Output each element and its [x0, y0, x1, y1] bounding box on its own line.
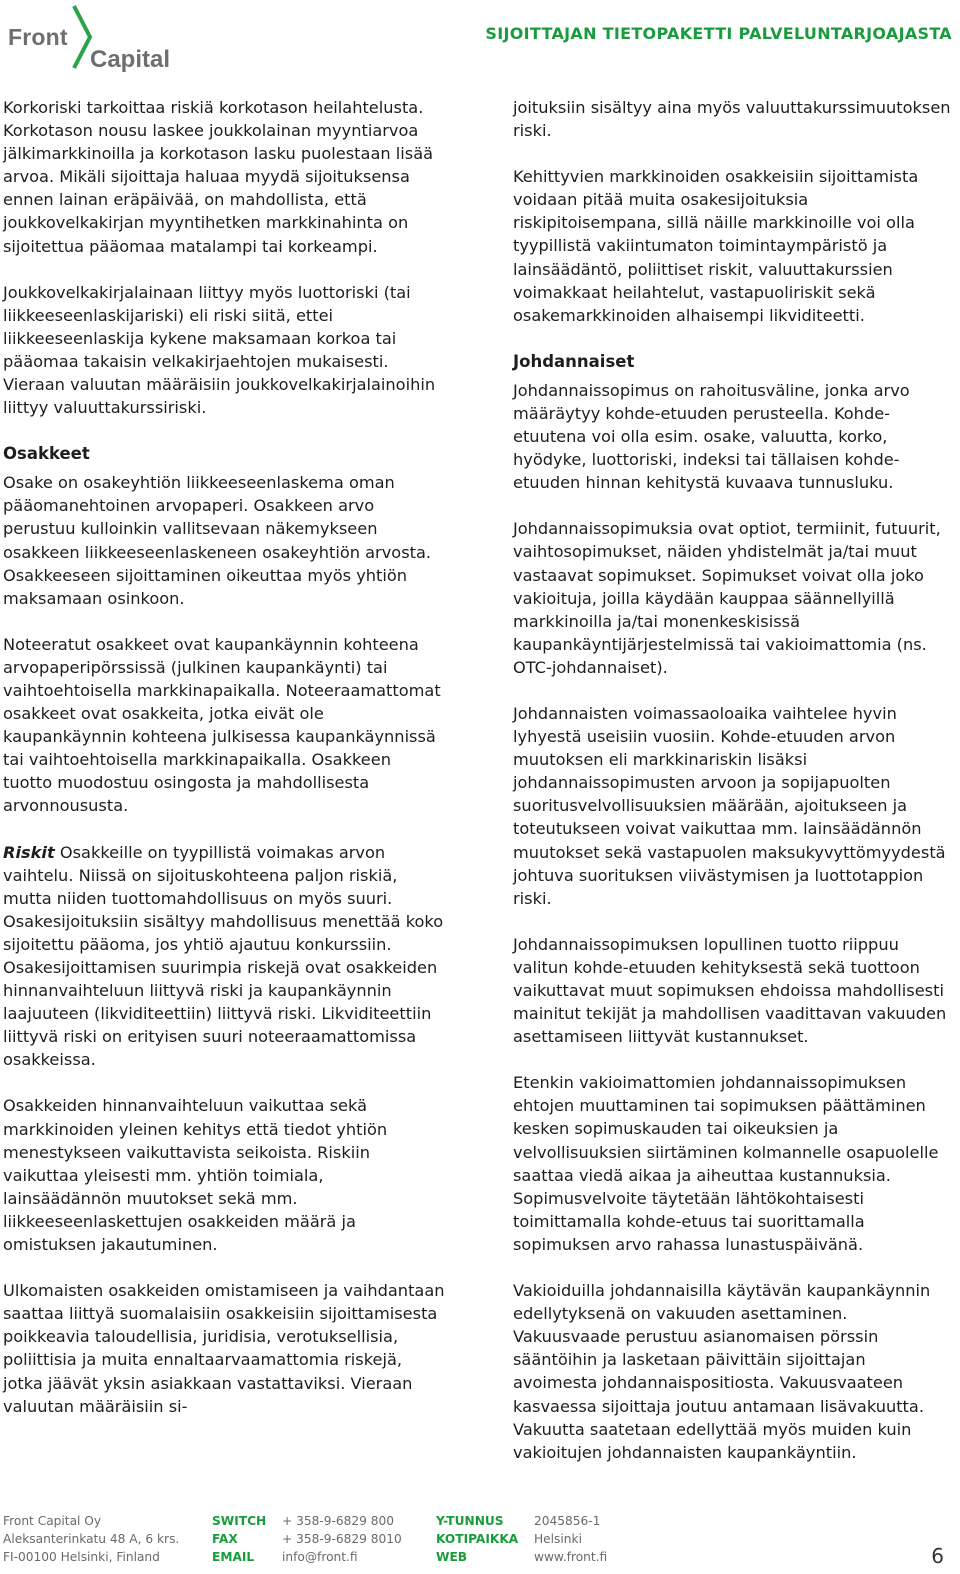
- paragraph-kehittyvat-markkinat: Kehittyvien markkinoiden osakkeisiin sijoittamista voidaan pitää muita osakesijoituksia riskipitoisempana, sillä näille markkinoille voi olla tyypillistä vakiintumaton toimintaympäristö ja lainsäädäntö, poliittiset riskit, valuuttakurssien voimakkaat heilahtelut, vastapuoliriskit sekä osakemarkkinoiden alhaisempi likviditeetti.: [513, 167, 919, 325]
- paragraph-johdannaistyypit: Johdannaissopimuksia ovat optiot, termiinit, futuurit, vaihtosopimukset, näiden yhdistelmät ja/tai muut vastaavat sopimukset. Sopimukset voivat olla joko vakioituja, joilla käydään kauppaa säännellyillä markkinoilla ja/tai monenkeskisissä kaupankäyntijärjestelmissä tai vakioimattomia (ns. OTC-johdannaiset).: [513, 519, 941, 677]
- footer-ytunnus-value: 2045856-1: [534, 1514, 601, 1528]
- footer-kotipaikka-value: Helsinki: [534, 1532, 582, 1546]
- footer-fax-label: FAX: [212, 1532, 238, 1546]
- paragraph-lopullinen-tuotto: Johdannaissopimuksen lopullinen tuotto riippuu valitun kohde-etuuden kehityksestä sekä tuottoon vaikuttavat muut sopimuksen ehdoissa mahdollisesti mainitut tekijät ja mahdollisen vaadittavan vakuuden asettamiseen liittyvät kustannukset.: [513, 934, 947, 1047]
- paragraph-korkoriski: Korkoriski tarkoittaa riskiä korkotason heilahtelusta. Korkotason nousu laskee joukkolainan myyntiarvoa jälkimarkkinoilla ja korkotason lasku puolestaan lisää arvoa. Mikäli sijoittaja haluaa myydä sijoituksensa ennen lainan eräpäivää, on mahdollista, että joukkovelkakirjan myyntihetken markkinahinta on sijoitettua pääomaa matalampi tai korkeampi.: [3, 98, 434, 256]
- footer-ytunnus-label: Y-TUNNUS: [436, 1514, 504, 1528]
- footer-kotipaikka-label: KOTIPAIKKA: [436, 1532, 519, 1546]
- paragraph-johdannaissopimus: Johdannaissopimus on rahoitusväline, jonka arvo määräytyy kohde-etuuden perusteella. Kohde-etuutena voi olla esim. osake, valuutta, korko, hyödyke, luottoriski, indeksi tai tällaisen kohde-etuuden hinnan kehitystä kuvaava tunnusluku.: [513, 380, 910, 493]
- footer-contact-values: [282, 1512, 402, 1566]
- paragraph-voimassaoloaika: Johdannaisten voimassaoloaika vaihtelee hyvin lyhyestä useisiin vuosiin. Kohde-etuuden arvon muutoksen eli markkinariskin lisäksi johdannaissopimusten arvoon ja sopijapuolten suoritusvelvollisuuksien määrään, ajoitukseen ja toteutukseen voivat vaikuttaa mm. lainsäädännön muutokset sekä vastapuolen maksukyvyttömyydestä johtuva suorituksen viivästymisen ja luottotappion riski.: [513, 703, 946, 908]
- logo-word-capital: Capital: [90, 46, 171, 73]
- footer-street: Aleksanterinkatu 48 A, 6 krs.: [3, 1532, 180, 1546]
- paragraph-ulkomaiset: Ulkomaisten osakkeiden omistamiseen ja vaihdantaan saattaa liittyä suomalaisiin osakkeisiin sijoittamisesta poikkeavia taloudellisia, juridisia, verotuksellisia, poliittisia ja muita ennaltaarvaamattomia riskejä, jotka jäävät yksin asiakkaan vastattaviksi. Vieraan valuutan määräisiin si-: [3, 1281, 445, 1416]
- paragraph-valuuttariski: joituksiin sisältyy aina myös valuuttakurssimuutoksen riski.: [513, 98, 951, 141]
- heading-osakkeet: Osakkeet: [3, 444, 90, 464]
- paragraph-vakioimattomat: Etenkin vakioimattomien johdannaissopimuksen ehtojen muuttaminen tai sopimuksen päättäminen kesken sopimuskauden tai oikeuksien ja velvollisuuksien siirtäminen kolmannelle osapuolelle saattaa viedä aikaa ja aiheuttaa kustannuksia. Sopimusvelvoite täytetään lähtökohtaisesti toimittamalla kohde-etuus tai suorittamalla sopimuksen arvo rahassa lunastuspäivänä.: [513, 1073, 939, 1254]
- footer-email-label: EMAIL: [212, 1550, 255, 1564]
- paragraph-luottoriski: Joukkovelkakirjalainaan liittyy myös luottoriski (tai liikkeeseenlaskijariski) eli riski siitä, ettei liikkeeseenlaskija kykene maksamaan korkoa tai pääomaa takaisin velkakirjaehtojen mukaisesti. Vieraan valuutan määräisiin joukkovelkakirjalainoihin liittyy valuuttakurssiriski.: [3, 282, 436, 418]
- footer-switch-value: + 358-9-6829 800: [282, 1514, 395, 1528]
- footer-city: FI-00100 Helsinki, Finland: [3, 1550, 160, 1564]
- page-footer: [0, 1512, 960, 1574]
- right-column: [513, 96, 953, 1487]
- footer-company-labels: [436, 1512, 518, 1566]
- paragraph-hinnanvaihtelu: Osakkeiden hinnanvaihteluun vaikuttaa sekä markkinoiden yleinen kehitys että tiedot yhtiön menestykseen vaikuttavista seikoista. Riskiin vaikuttaa yleisesti mm. yhtiön toimiala, lainsäädännön muutokset sekä mm. liikkeeseenlaskettujen osakkeiden määrä ja omistuksen jakautuminen.: [3, 1096, 388, 1255]
- footer-web-label: WEB: [436, 1550, 468, 1564]
- riskit-text: Osakkeille on tyypillistä voimakas arvon vaihtelu. Niissä on sijoituskohteena paljon riskiä, mutta niiden tuottomahdollisuus on myös suuri. Osakesijoituksiin sisältyy mahdollisuus menettää koko sijoitettu pääoma, jos yhtiö ajautuu konkurssiin. Osakesijoittamisen suurimpia riskejä ovat osakkeiden hinnanvaihteluun liittyvä riski ja kaupankäynnin laajuuteen (likviditeettiin) liittyvä riski. Likviditeettiin liittyvä riski on erityisen suuri noteeraamattomissa osakkeissa.: [3, 842, 444, 1070]
- riskit-label: Riskit: [3, 842, 55, 862]
- footer-contact-labels: [212, 1512, 266, 1566]
- page-number: 6: [931, 1544, 944, 1568]
- footer-email-link[interactable]: info@front.fi: [282, 1550, 358, 1564]
- document-header-title: SIJOITTAJAN TIETOPAKETTI PALVELUNTARJOAJASTA: [485, 24, 952, 43]
- paragraph-riskit: [3, 841, 445, 1072]
- footer-switch-label: SWITCH: [212, 1514, 267, 1528]
- footer-fax-value: + 358-9-6829 8010: [282, 1532, 402, 1546]
- paragraph-osake-definition: Osake on osakeyhtiön liikkeeseenlaskema oman pääomanehtoinen arvopaperi. Osakkeen arvo perustuu kulloinkin vallitsevaan näkemykseen osakkeen liikkeeseenlaskeneen osakeyhtiön arvosta. Osakkeeseen sijoittaminen oikeuttaa myös yhtiön maksamaan osinkoon.: [3, 473, 432, 608]
- heading-johdannaiset: Johdannaiset: [513, 351, 635, 371]
- logo-word-front: Front: [8, 24, 68, 50]
- paragraph-noteeratut: Noteeratut osakkeet ovat kaupankäynnin kohteena arvopaperipörssissä (julkinen kaupankäynti) tai vaihtoehtoisella markkinapaikalla. Noteeraamattomat osakkeet ovat osakkeita, jotka eivät ole kaupankäynnin kohteena julkisessa kaupankäynnissä tai vaihtoehtoisella markkinapaikalla. Osakkeen tuotto muodostuu osingosta ja mahdollisesta arvonnoususta.: [3, 634, 441, 816]
- front-capital-logo: [8, 4, 178, 74]
- footer-web-link[interactable]: www.front.fi: [534, 1550, 608, 1564]
- footer-company-name: Front Capital Oy: [3, 1514, 102, 1528]
- paragraph-vakuus: Vakioiduilla johdannaisilla käytävän kaupankäynnin edellytyksenä on vakuuden asettaminen. Vakuusvaade perustuu asianomaisen pörssin sääntöihin ja lasketaan päivittäin sijoittajan avoimesta johdannaispositiosta. Vakuusvaateen kasvaessa sijoittaja joutuu antamaan lisävakuutta. Vakuutta saatetaan edellyttää myös muiden kuin vakioitujen johdannaisten kaupankäyntiin.: [513, 1281, 931, 1462]
- left-column: [3, 96, 445, 1441]
- footer-address-block: [3, 1512, 179, 1566]
- footer-company-values: [534, 1512, 607, 1566]
